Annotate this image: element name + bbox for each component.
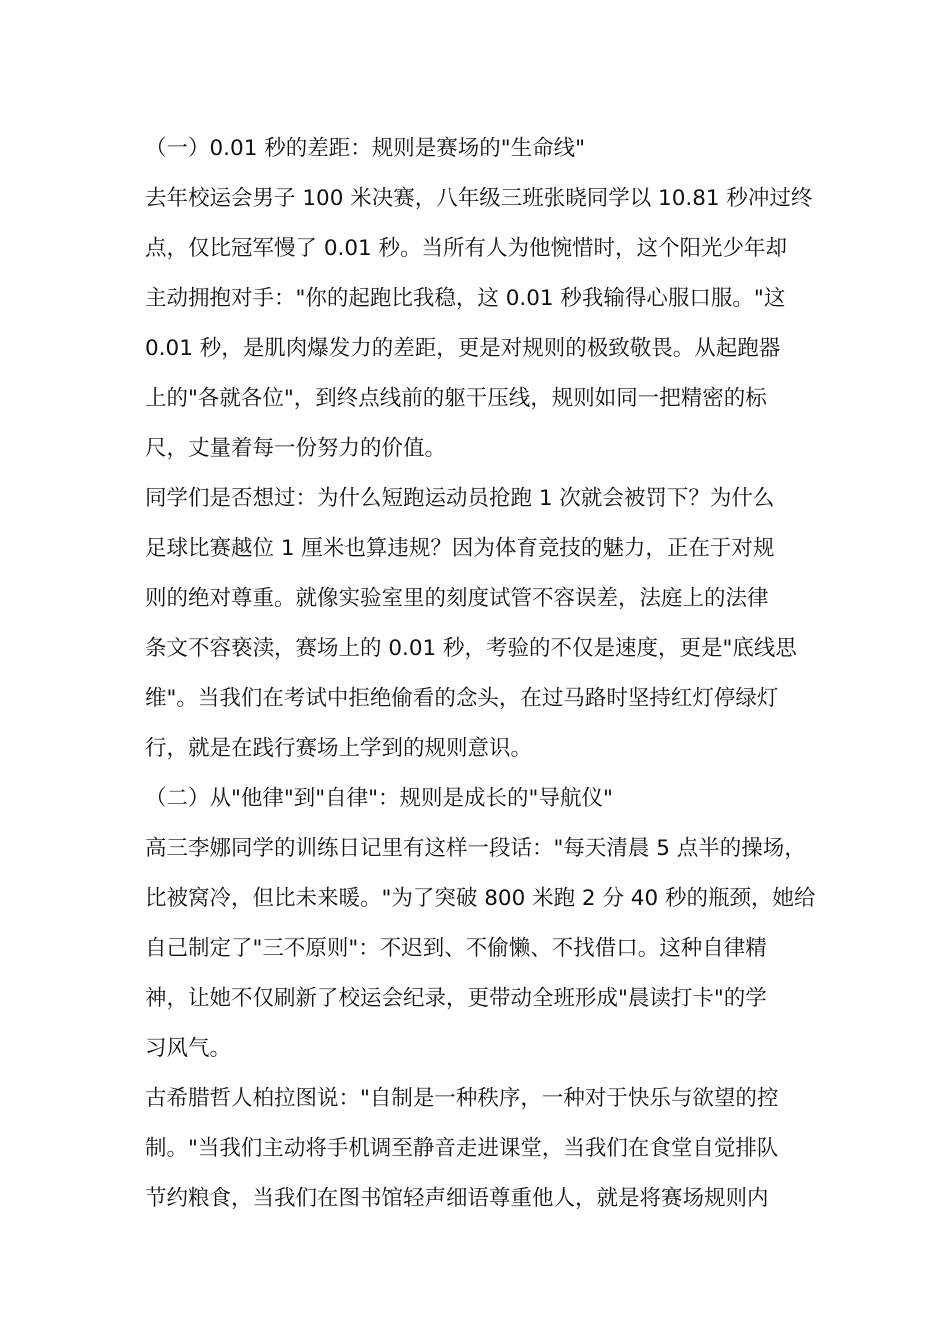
paragraph-line: 尺，丈量着每一份努力的价值。: [145, 436, 447, 461]
section-heading-2: （二）从"他律"到"自律"：规则是成长的"导航仪": [145, 786, 613, 811]
paragraph-line: 上的"各就各位"，到终点线前的躯干压线，规则如同一把精密的标: [145, 386, 767, 411]
paragraph-line: 则的绝对尊重。就像实验室里的刻度试管不容误差，法庭上的法律: [145, 586, 769, 611]
paragraph-line: 点，仅比冠军慢了 0.01 秒。当所有人为他惋惜时，这个阳光少年却: [145, 236, 788, 261]
paragraph-line: 自己制定了"三不原则"：不迟到、不偷懒、不找借口。这种自律精: [145, 936, 767, 961]
paragraph-line: 制。"当我们主动将手机调至静音走进课堂，当我们在食堂自觉排队: [145, 1136, 779, 1161]
section-heading-1: （一）0.01 秒的差距：规则是赛场的"生命线": [145, 136, 585, 161]
paragraph-line: 主动拥抱对手："你的起跑比我稳，这 0.01 秒我输得心服口服。"这: [145, 286, 786, 311]
paragraph-line: 去年校运会男子 100 米决赛，八年级三班张晓同学以 10.81 秒冲过终: [145, 186, 813, 211]
paragraph-line: 节约粮食，当我们在图书馆轻声细语尊重他人，就是将赛场规则内: [145, 1186, 769, 1211]
paragraph-line: 高三李娜同学的训练日记里有这样一段话："每天清晨 5 点半的操场，: [145, 836, 806, 861]
paragraph-line: 条文不容亵渎，赛场上的 0.01 秒，考验的不仅是速度，更是"底线思: [145, 636, 797, 661]
paragraph-line: 0.01 秒，是肌肉爆发力的差距，更是对规则的极致敬畏。从起跑器: [145, 336, 781, 361]
paragraph-line: 习风气。: [145, 1036, 232, 1061]
paragraph-line: 足球比赛越位 1 厘米也算违规？因为体育竞技的魅力，正在于对规: [145, 536, 775, 561]
paragraph-line: 行，就是在践行赛场上学到的规则意识。: [145, 736, 533, 761]
paragraph-line: 神，让她不仅刷新了校运会纪录，更带动全班形成"晨读打卡"的学: [145, 986, 767, 1011]
paragraph-line: 维"。当我们在考试中拒绝偷看的念头，在过马路时坚持红灯停绿灯: [145, 686, 779, 711]
paragraph-line: 比被窝冷，但比未来暖。"为了突破 800 米跑 2 分 40 秒的瓶颈，她给: [145, 886, 816, 911]
paragraph-line: 同学们是否想过：为什么短跑运动员抢跑 1 次就会被罚下？为什么: [145, 486, 775, 511]
paragraph-line: 古希腊哲人柏拉图说："自制是一种秩序，一种对于快乐与欲望的控: [145, 1086, 779, 1111]
